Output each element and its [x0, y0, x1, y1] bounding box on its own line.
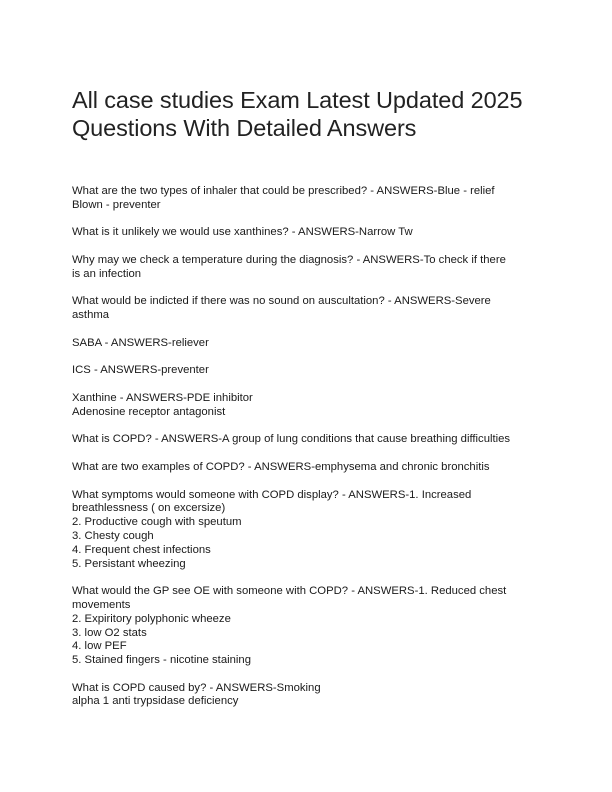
qa-line: What are the two types of inhaler that could be prescribed? - ANSWERS-Blue - relief — [72, 185, 495, 197]
qa-line: Xanthine - ANSWERS-PDE inhibitor — [72, 391, 253, 404]
qa-line: What is COPD caused by? - ANSWERS-Smoking — [72, 681, 321, 694]
qa-line: 2. Expiritory polyphonic wheeze — [72, 612, 231, 625]
qa-line: 3. Chesty cough — [72, 529, 154, 542]
qa-line: ICS - ANSWERS-preventer — [72, 364, 209, 377]
qa-line: What is COPD? - ANSWERS-A group of lung conditions that cause breathing difficulties — [72, 433, 511, 446]
document-page — [72, 86, 552, 723]
qa-line: Why may we check a temperature during the diagnosis? - ANSWERS-To check if there — [72, 253, 506, 266]
qa-line: asthma — [72, 309, 110, 322]
qa-item — [72, 682, 552, 710]
qa-line: 5. Stained fingers - nicotine staining — [72, 654, 251, 667]
qa-line: 4. low PEF — [72, 640, 127, 653]
title-line-1: All case studies Exam Latest Updated 2025 — [72, 87, 523, 113]
qa-line: Adenosine receptor antagonist — [72, 405, 226, 418]
qa-item — [72, 461, 552, 475]
qa-item — [72, 337, 552, 351]
qa-line: What symptoms would someone with COPD display? - ANSWERS-1. Increased — [72, 488, 472, 501]
qa-line: movements — [72, 598, 131, 611]
qa-line: 5. Persistant wheezing — [72, 557, 186, 570]
qa-item — [72, 489, 552, 572]
document-title — [72, 86, 552, 142]
qa-line: What are two examples of COPD? - ANSWERS-emphysema and chronic bronchitis — [72, 460, 490, 473]
qa-item — [72, 254, 552, 282]
qa-item — [72, 585, 552, 668]
qa-item — [72, 295, 552, 323]
qa-line: What would the GP see OE with someone with COPD? - ANSWERS-1. Reduced chest — [72, 585, 507, 598]
title-line-2: Questions With Detailed Answers — [72, 115, 417, 141]
qa-line: breathlessness ( on excersize) — [72, 502, 226, 515]
qa-item — [72, 364, 552, 378]
qa-item — [72, 185, 552, 213]
qa-list — [72, 185, 552, 709]
qa-line: 2. Productive cough with speutum — [72, 516, 242, 529]
qa-item — [72, 226, 552, 240]
qa-line: SABA - ANSWERS-reliever — [72, 336, 209, 349]
qa-item — [72, 433, 552, 447]
qa-line: 3. low O2 stats — [72, 626, 147, 639]
qa-line: Blown - preventer — [72, 198, 161, 211]
qa-line: alpha 1 anti trypsidase deficiency — [72, 695, 239, 708]
qa-line: 4. Frequent chest infections — [72, 543, 211, 556]
qa-item — [72, 392, 552, 420]
qa-line: What would be indicted if there was no sound on auscultation? - ANSWERS-Severe — [72, 295, 491, 308]
qa-line: is an infection — [72, 267, 142, 280]
qa-line: What is it unlikely we would use xanthines? - ANSWERS-Narrow Tw — [72, 226, 413, 239]
